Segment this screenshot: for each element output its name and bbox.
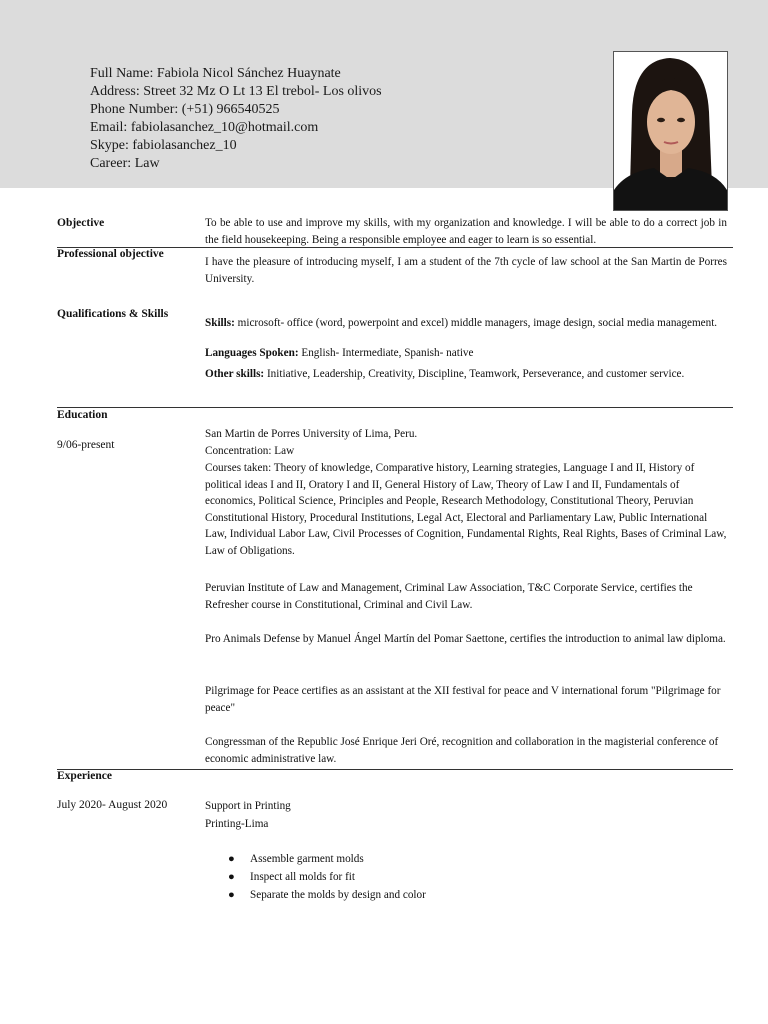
certificate-2: Pro Animals Defense by Manuel Ángel Martín del Pomar Saettone, certifies the introduction to animal law diploma.: [205, 633, 726, 645]
contact-info: [90, 65, 382, 173]
list-item: ● Assemble garment molds: [228, 850, 426, 868]
certificate-1: Peruvian Institute of Law and Management, Criminal Law Association, T&C Corporate Service, certifies the Refresher course in Constitutional, Criminal and Civil Law.: [205, 582, 693, 611]
objective-text: To be able to use and improve my skills, with my organization and knowledge. I will be able to do a correct job in the field housekeeping. Being a responsible employee and eager to learn is so essential.: [205, 217, 727, 246]
languages-value: English- Intermediate, Spanish- native: [298, 347, 474, 359]
duties-list: [228, 850, 426, 904]
experience-role: Support in Printing: [205, 800, 291, 812]
profile-photo: [613, 51, 728, 211]
courses: Courses taken: Theory of knowledge, Comparative history, Learning strategies, Language I and II, History of political ideas I and II, Oratory I and II, General History of Law, Theory of Law I and II, Fundamentals of economics, Political Science, Principles and People, Research Methodology, Constitutional Theory, Peruvian Constitutional History, Procedural Institutions, Legal Act, Electoral and Parliamentary Law, Public International Law, Individual Labor Law, Civil Processes of Cognition, Fundamental Rights, Real Rights, Bases of Criminal Law, Law of Obligations.: [205, 462, 727, 557]
skills-label: Skills:: [205, 317, 235, 329]
languages-text: [205, 345, 727, 362]
other-skills-value: Initiative, Leadership, Creativity, Discipline, Teamwork, Perseverance, and customer service.: [264, 368, 685, 380]
skills-text: [205, 315, 727, 332]
experience-label: Experience: [57, 770, 112, 782]
concentration: Concentration: Law: [205, 445, 295, 457]
qualifications-label: Qualifications & Skills: [57, 308, 169, 320]
education-label: Education: [57, 409, 108, 421]
bullet-icon: ●: [228, 889, 235, 901]
experience-company: Printing-Lima: [205, 818, 269, 830]
certificate-4: Congressman of the Republic José Enrique Jeri Oré, recognition and collaboration in the magisterial conference of economic administrative law.: [205, 736, 719, 765]
full-name: Full Name: Fabiola Nicol Sánchez Huaynate: [90, 66, 341, 81]
education-date: 9/06-present: [57, 439, 115, 451]
list-item: ● Separate the molds by design and color: [228, 886, 426, 904]
career: Career: Law: [90, 156, 160, 171]
bullet-icon: ●: [228, 871, 235, 883]
professional-objective-text: I have the pleasure of introducing myself, I am a student of the 7th cycle of law school at the San Martin de Porres University.: [205, 256, 727, 285]
other-skills-text: [205, 366, 727, 383]
address: Address: Street 32 Mz O Lt 13 El trebol- Los olivos: [90, 84, 382, 99]
objective-label: Objective: [57, 217, 105, 229]
university: San Martin de Porres University of Lima, Peru.: [205, 428, 418, 440]
divider: [57, 769, 733, 770]
list-item: ● Inspect all molds for fit: [228, 868, 426, 886]
certificate-3: Pilgrimage for Peace certifies as an assistant at the XII festival for peace and V international forum "Pilgrimage for peace": [205, 685, 721, 714]
languages-label: Languages Spoken:: [205, 347, 299, 359]
skype: Skype: fabiolasanchez_10: [90, 138, 237, 153]
email: Email: fabiolasanchez_10@hotmail.com: [90, 120, 319, 135]
portrait-illustration: [614, 52, 727, 210]
skills-value: microsoft- office (word, powerpoint and excel) middle managers, image design, social media management.: [234, 317, 718, 329]
other-skills-label: Other skills:: [205, 368, 265, 380]
bullet-icon: ●: [228, 853, 235, 865]
experience-date: July 2020- August 2020: [57, 799, 168, 811]
divider: [57, 407, 733, 408]
professional-objective-label: Professional objective: [57, 248, 164, 260]
phone-number: Phone Number: (+51) 966540525: [90, 102, 280, 117]
